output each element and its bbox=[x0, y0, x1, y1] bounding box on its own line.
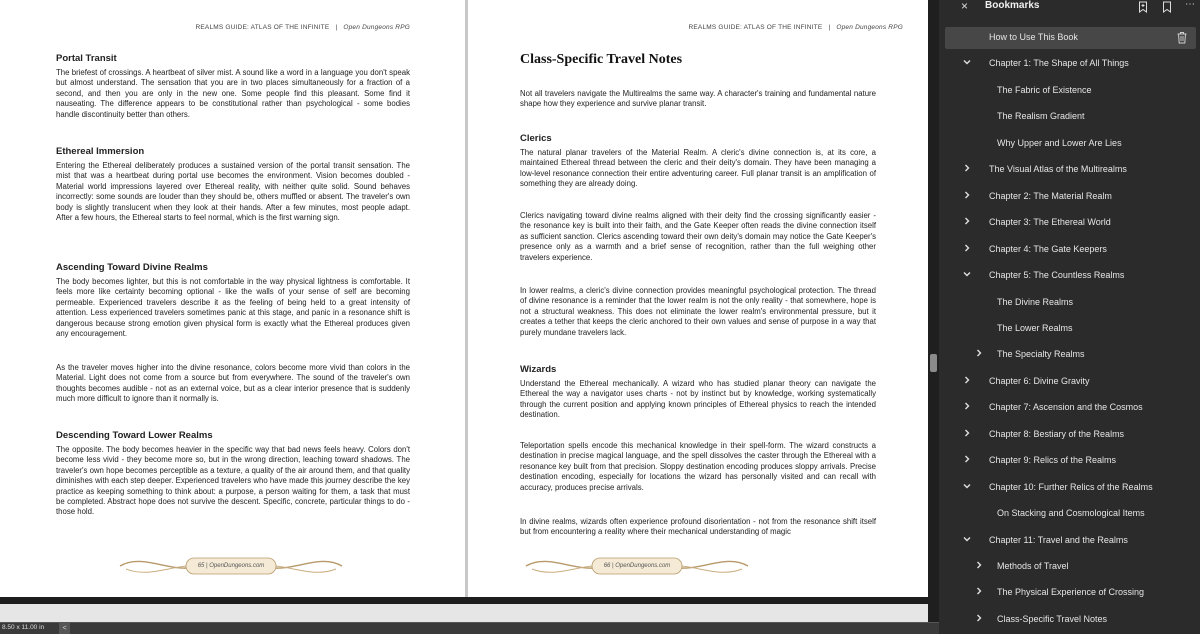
close-icon[interactable]: × bbox=[961, 0, 969, 13]
bookmarks-panel bbox=[939, 0, 1200, 634]
chevron-right-icon[interactable] bbox=[962, 243, 972, 253]
chevron-right-icon[interactable] bbox=[962, 428, 972, 438]
chevron-right-icon[interactable] bbox=[974, 348, 984, 358]
page-65 bbox=[0, 0, 465, 597]
page-footer: 66 | OpenDungeons.com bbox=[603, 563, 671, 569]
section-heading: Wizards bbox=[520, 364, 557, 375]
paragraph: The natural planar travelers of the Material Realm. A cleric's divine connection is, at its core, a maintained Ethereal thread between the cleric and their deity's domain. They have been managing a low-level resonance connection their entire adventuring career. Full planar transit is an amplification of something they are already doing. bbox=[520, 148, 876, 189]
bookmark-item[interactable] bbox=[945, 503, 1196, 525]
section-heading: Portal Transit bbox=[56, 53, 117, 64]
bookmark-item[interactable] bbox=[945, 292, 1196, 314]
chevron-right-icon[interactable] bbox=[962, 454, 972, 464]
bookmark-item[interactable] bbox=[945, 80, 1196, 102]
status-bar bbox=[0, 622, 939, 634]
running-head bbox=[689, 24, 904, 31]
bookmark-label: Chapter 6: Divine Gravity bbox=[989, 375, 1090, 386]
paragraph: The body becomes lighter, but this is not comfortable in the way physical lightness is comfortable. It feels more like certainty becoming optional - like the walls of your sense of self are becoming permeable. Experienced travelers describe it as the feeling of being held to a great intensity of attention. Less experienced travelers sometimes panic at this stage, and panic in a resonance shift is dangerous because strong emotion given physical form is exactly what the Ethereal produces given any encouragement. bbox=[56, 277, 410, 339]
running-head-title: REALMS GUIDE: ATLAS OF THE INFINITE bbox=[688, 24, 823, 31]
bookmark-item[interactable] bbox=[945, 106, 1196, 128]
bookmark-item[interactable] bbox=[945, 186, 1196, 208]
bookmark-item[interactable] bbox=[945, 424, 1196, 446]
bookmark-label: Class-Specific Travel Notes bbox=[997, 613, 1108, 624]
bookmark-label: Chapter 5: The Countless Realms bbox=[989, 270, 1125, 281]
bookmark-label: The Specialty Realms bbox=[997, 349, 1085, 360]
paragraph: The opposite. The body becomes heavier in the specific way that bad news feels heavy. Colors don't become less vivid - they become more so, but in the wrong direction, leaching toward shadows. The traveler's own hope becomes perceptible as a texture, a quality of the air around them, and that quality diminishes with each step deeper. Experienced travelers who have made this journey describe the key practice as keeping something to think about: a purpose, a person waiting for them, a task that must be completed. Abstract hope does not survive the descent. Specific, concrete, particular things to do - those hold. bbox=[56, 445, 410, 517]
section-heading: Ascending Toward Divine Realms bbox=[56, 262, 208, 273]
running-head-separator: | bbox=[828, 24, 831, 31]
bookmark-item[interactable] bbox=[945, 609, 1196, 631]
bookmark-item[interactable] bbox=[945, 239, 1196, 261]
bookmark-item[interactable] bbox=[945, 212, 1196, 234]
chevron-down-icon[interactable] bbox=[962, 534, 972, 544]
bookmark-label: Chapter 11: Travel and the Realms bbox=[989, 534, 1128, 545]
bookmark-item[interactable] bbox=[945, 159, 1196, 181]
chevron-right-icon[interactable] bbox=[974, 586, 984, 596]
bookmark-icon[interactable] bbox=[1161, 0, 1173, 18]
running-head-game: Open Dungeons RPG bbox=[836, 24, 903, 31]
bookmark-label: Chapter 8: Bestiary of the Realms bbox=[989, 428, 1125, 439]
bookmark-item[interactable] bbox=[945, 556, 1196, 578]
bookmark-label: The Fabric of Existence bbox=[997, 84, 1092, 95]
running-head-separator: | bbox=[335, 24, 338, 31]
paragraph: Teleportation spells encode this mechanical knowledge in their spell-form. The wizard constructs a destination in precise magical language, and the spell dissolves the caster through the Ethereal with a resonance key built from that precision. Sloppy destination encoding produces sloppy arrivals. Precise destination encoding, especially for locations the wizard has personally visited and can recall with accuracy, produces precise arrivals. bbox=[520, 441, 876, 492]
trash-icon[interactable] bbox=[1176, 31, 1188, 44]
section-heading: Descending Toward Lower Realms bbox=[56, 430, 213, 441]
bookmark-item[interactable] bbox=[945, 582, 1196, 604]
paragraph: Understand the Ethereal mechanically. A wizard who has studied planar theory can navigate the Ethereal the way a navigator uses charts - not by instinct but by knowledge, working systematically through the current position and applying known principles of Ethereal physics to reach the intended destination. bbox=[520, 379, 876, 420]
vertical-scrollbar[interactable] bbox=[928, 0, 939, 622]
paragraph: Entering the Ethereal deliberately produces a sustained version of the portal transit sensation. The mist that was a heartbeat during portal use becomes the environment. Vision becomes doubled - Material world impressions layered over Ethereal reality, with neither quite solid. Sound behaves incorrectly: some sounds are louder than they should be, others muffled or absent. The traveler's own body is slightly translucent when they look at their hands. After a few minutes, most people adapt. After a few hours, the Ethereal starts to feel normal, which is the first warning sign. bbox=[56, 161, 410, 223]
bookmark-label: The Physical Experience of Crossing bbox=[997, 587, 1145, 598]
bookmark-item[interactable] bbox=[945, 133, 1196, 155]
bookmark-item[interactable] bbox=[945, 477, 1196, 499]
page-title: Class-Specific Travel Notes bbox=[520, 52, 683, 67]
page-footer: 65 | OpenDungeons.com bbox=[197, 563, 265, 569]
bookmark-item[interactable] bbox=[945, 265, 1196, 287]
bookmark-label: The Divine Realms bbox=[997, 296, 1074, 307]
bookmark-item[interactable] bbox=[945, 27, 1196, 49]
bookmark-label: Chapter 1: The Shape of All Things bbox=[989, 58, 1129, 69]
bookmark-label: The Realism Gradient bbox=[997, 111, 1085, 122]
bookmark-item[interactable] bbox=[945, 450, 1196, 472]
paragraph: The briefest of crossings. A heartbeat of silver mist. A sound like a word in a language you don't speak but almost understand. The sensation that you are in two places simultaneously for a fraction of a second, and then you are only in the new one. Some people find this pleasant. Some find it nauseating. The difference appears to be constitutional rather than psychological - some bodies handle discontinuity better than others. bbox=[56, 68, 410, 119]
panel-title: Bookmarks bbox=[985, 0, 1040, 11]
bookmark-label: Chapter 9: Relics of the Realms bbox=[989, 455, 1117, 466]
paragraph: In divine realms, wizards often experience profound disorientation - not from the resonance shift itself but from encountering a reality where their mechanical understanding of magic bbox=[520, 517, 876, 537]
running-head-title: REALMS GUIDE: ATLAS OF THE INFINITE bbox=[195, 24, 330, 31]
bookmark-item[interactable] bbox=[945, 371, 1196, 393]
chevron-down-icon[interactable] bbox=[962, 269, 972, 279]
section-heading: Ethereal Immersion bbox=[56, 146, 145, 157]
bookmark-label: Why Upper and Lower Are Lies bbox=[997, 137, 1122, 148]
bookmark-label: Methods of Travel bbox=[997, 561, 1069, 571]
bookmark-label: Chapter 2: The Material Realm bbox=[989, 190, 1112, 201]
chevron-right-icon[interactable] bbox=[962, 375, 972, 385]
bookmark-label: Chapter 4: The Gate Keepers bbox=[989, 243, 1107, 254]
page-66 bbox=[468, 0, 928, 597]
chevron-down-icon[interactable] bbox=[962, 481, 972, 491]
bookmark-label: Chapter 7: Ascension and the Cosmos bbox=[989, 402, 1143, 413]
more-options-icon[interactable]: ⋯ bbox=[1185, 0, 1195, 10]
paragraph: Clerics navigating toward divine realms aligned with their deity find the crossing significantly easier - the resonance key is built into their faith, and the Gate Keeper often reads the divine connection itself as sufficient sanction. Clerics ascending toward their own deity's domain may notice the Gate Keeper's presence only as a warmth and a brief sense of recognition, rather than the full weighing other travelers experience. bbox=[520, 211, 876, 262]
running-head-game: Open Dungeons RPG bbox=[343, 24, 410, 31]
bookmark-label: The Visual Atlas of the Multirealms bbox=[989, 164, 1127, 175]
chevron-right-icon[interactable] bbox=[962, 163, 972, 173]
bookmark-item[interactable] bbox=[945, 530, 1196, 552]
bookmark-label: Chapter 10: Further Relics of the Realms bbox=[989, 481, 1153, 492]
bookmark-label: On Stacking and Cosmological Items bbox=[997, 508, 1145, 519]
scrollbar-thumb[interactable] bbox=[930, 354, 937, 372]
page-gap bbox=[0, 597, 928, 604]
scroll-left-button[interactable]: < bbox=[59, 623, 70, 634]
paragraph: Not all travelers navigate the Multirealms the same way. A character's training and fundamental nature shape how they experience and survive planar transit. bbox=[520, 89, 876, 109]
chevron-right-icon[interactable] bbox=[962, 190, 972, 200]
running-head bbox=[196, 24, 411, 31]
chevron-right-icon[interactable] bbox=[962, 216, 972, 226]
section-heading: Clerics bbox=[520, 133, 552, 144]
paragraph: As the traveler moves higher into the divine resonance, colors become more vivid than colors in the Material. Light does not come from a source but from everywhere. The sound of the traveler's own thoughts becomes audible - not as an external voice, but as a clear interior presence that is suddenly much more difficult to ignore than it normally is. bbox=[56, 363, 410, 404]
bookmark-label: The Lower Realms bbox=[997, 322, 1073, 333]
chevron-down-icon[interactable] bbox=[962, 57, 972, 67]
chevron-right-icon[interactable] bbox=[974, 613, 984, 623]
paragraph: In lower realms, a cleric's divine connection provides meaningful psychological protection. The thread of divine resonance is a reminder that the lower realm is not the only reality - that somewhere, hope is not a structural weakness. This does not eliminate the lower realm's environmental pressure, but it creates a tether that keeps the cleric anchored to their own values and sense of purpose in a way that purely mundane travelers lack. bbox=[520, 286, 876, 337]
bookmarks-header bbox=[939, 0, 1200, 20]
add-bookmark-icon[interactable] bbox=[1137, 0, 1149, 18]
chevron-right-icon[interactable] bbox=[962, 401, 972, 411]
bookmark-label: How to Use This Book bbox=[989, 32, 1078, 42]
bookmark-item[interactable] bbox=[945, 318, 1196, 340]
bookmark-item[interactable] bbox=[945, 397, 1196, 419]
bookmark-item[interactable] bbox=[945, 53, 1196, 75]
bookmark-item[interactable] bbox=[945, 344, 1196, 366]
page-size-readout: 8.50 x 11.00 in bbox=[2, 624, 45, 631]
chevron-right-icon[interactable] bbox=[974, 560, 984, 570]
bookmark-label: Chapter 3: The Ethereal World bbox=[989, 217, 1111, 228]
